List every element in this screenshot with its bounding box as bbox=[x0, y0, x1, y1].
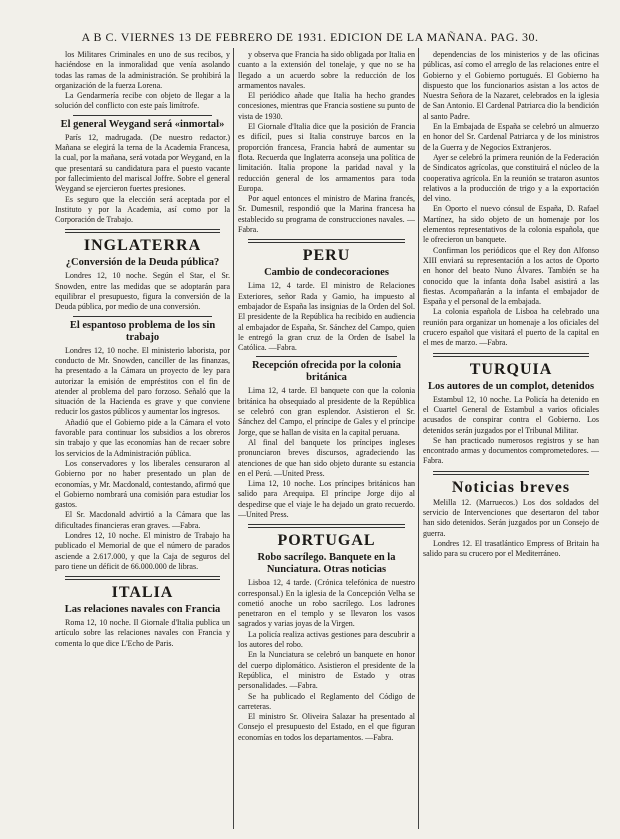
separator bbox=[248, 239, 405, 243]
page-header: A B C. VIERNES 13 DE FEBRERO DE 1931. EDICION DE LA MAÑANA. PAG. 30. bbox=[81, 30, 539, 44]
paragraph: Melilla 12. (Marruecos.) Los dos soldados del servicio de Intervenciones que desertaron del tabor han sido detenidos. Serán juzgados por un Consejo de guerra. bbox=[423, 497, 599, 538]
paragraph: Se han practicado numerosos registros y se han encontrado armas y documentos comprometedores. —Fabra. bbox=[423, 435, 599, 466]
paragraph: dependencias de los ministerios y de las oficinas públicas, así como el arreglo de las relaciones entre el Gobierno y el Gobierno portugués. El Gobierno ha dispuesto que los funcionarios asistan a los actos de Nuestra Señora de la Nazaret, celebrados en la iglesia de San Antonio. El Cardenal Patriarca dio la bendición al santo Padre. bbox=[423, 50, 599, 121]
paragraph: En la Embajada de España se celebró un almuerzo en honor del Sr. Cardenal Patriarca y de los ministros de la Guerra y de Negocios Extranjeros. bbox=[423, 122, 599, 152]
separator bbox=[248, 524, 405, 528]
separator bbox=[65, 576, 220, 580]
paragraph: Roma 12, 10 noche. Il Giornale d'Italia publica un artículo sobre las relaciones navales con Francia y comenta lo que dice L'Echo de Paris. bbox=[55, 618, 230, 648]
column-1 bbox=[55, 50, 230, 833]
paragraph: Confirman los periódicos que el Rey don Alfonso XIII enviará su representación a los actos de Oporto en honor del beato Nuno Álvares. También se ha conocido que la infanta doña Isabel asistirá a las fiestas. Acompañarán a la infanta el embajador de España y el personal de la embajada. bbox=[423, 245, 599, 307]
paragraph: Es seguro que la elección será aceptada por el Instituto y por la Academia, así como por la Corporación de Trabajo. bbox=[55, 194, 230, 225]
headline-recepcion: Recepción ofrecida por la colonia británica bbox=[252, 360, 401, 384]
headline-weygand: El general Weygand será «inmortal» bbox=[60, 118, 225, 130]
paragraph: Al final del banquete los príncipes ingleses pronunciaron breves discursos, agradeciendo las atenciones de que han sido objeto durante su estancia en el Perú. —United Press. bbox=[238, 437, 415, 478]
paragraph: El Giornale d'Italia dice que la posición de Francia es difícil, pues si Italia construye barcos en la proporción francesa, Francia habrá de aumentar su flota. Recuerda que Inglaterra aconseja una política de limitación. Italia propone la paridad naval y la reducción general de los armamentos para toda Europa. bbox=[238, 122, 415, 193]
column-3 bbox=[423, 50, 599, 833]
paragraph: En la Nunciatura se celebró un banquete en honor del cuerpo diplomático. Asistieron el presidente de la República, el ministro de Estado y otras personalidades. —Fabra. bbox=[238, 650, 415, 691]
headline-deuda: ¿Conversión de la Deuda pública? bbox=[65, 257, 220, 269]
separator bbox=[65, 229, 220, 233]
paragraph: En Oporto el nuevo cónsul de España, D. Rafael Martínez, ha sido objeto de un homenaje por los elementos representativos de la colonia española, que le ofrecieron un banquete. bbox=[423, 204, 599, 245]
paragraph: Añadió que el Gobierno pide a la Cámara el voto favorable para continuar los subsidios a los obreros sin trabajo y que las economías han de recaer sobre los servicios de la Administración pública. bbox=[55, 417, 230, 458]
column-divider bbox=[418, 48, 419, 829]
paragraph: Londres 12, 10 noche. El ministerio laborista, por conducto de Mr. Snowden, canciller de las finanzas, ha presentado a la Cámara un proyecto de ley para autorizar la emisión de empréstitos con el fin de atender al problema del paro forzoso. Señaló que la situación de la Hacienda es grave y que conviene reducir los gastos públicos y aumentar los ingresos. bbox=[55, 345, 230, 417]
separator bbox=[73, 115, 212, 116]
paragraph: El periódico añade que Italia ha hecho grandes concesiones, mientras que Francia sostiene su punto de vista de 1930. bbox=[238, 91, 415, 121]
paragraph: París 12, madrugada. (De nuestro redactor.) Mañana se elegirá la terna de la Academia Francesa, la cual, por la mañana, será votada por Weygand, en la que presentará su candidatura para el puesto vacante por fallecimiento del mariscal Joffre. Sobre el general Weygand se ejercieron fuertes presiones. bbox=[55, 132, 230, 194]
section-inglaterra: INGLATERRA bbox=[83, 237, 202, 255]
paragraph: Se ha publicado el Reglamento del Código de carreteras. bbox=[238, 691, 415, 711]
paragraph: Londres 12, 10 noche. Según el Star, el Sr. Snowden, entre las medidas que se adoptarán para equilibrar el presupuesto, figura la conversión de la Deuda pública, por medio de una conversión. bbox=[55, 271, 230, 312]
paragraph: Lima 12, 4 tarde. El banquete con que la colonia británica ha obsequiado al presidente de la República se celebró con gran esplendor. Asistieron el Sr. Sánchez del Campo, el príncipe de Gales y el príncipe Jorge, que se hallan de visita en la capital peruana. bbox=[238, 386, 415, 437]
section-turquia: TURQUIA bbox=[469, 360, 553, 378]
column-2 bbox=[238, 50, 415, 833]
headline-condecoraciones: Cambio de condecoraciones bbox=[264, 267, 389, 279]
separator bbox=[433, 471, 589, 475]
paragraph: Los conservadores y los liberales censuraron al Gobierno por no haber presentado un plan de economías, y Mr. Macdonald, contestando, afirmó que el Gobierno nombrará una comisión para estudiar los gastos. bbox=[55, 458, 230, 510]
paragraph: Londres 12. El trasatlántico Empress of Britain ha salido para su crucero por el Mediterráneo. bbox=[423, 538, 599, 559]
section-italia: ITALIA bbox=[111, 584, 174, 602]
headline-robo: Robo sacrílego. Banquete en la Nunciatura. Otras noticias bbox=[257, 552, 396, 576]
paragraph: Estambul 12, 10 noche. La Policía ha detenido en el Cuartel General de Estambul a varios oficiales acusados de conspirar contra el Gobierno. Los detenidos serán juzgados por el Tribunal Militar. bbox=[423, 394, 599, 435]
column-divider bbox=[233, 48, 234, 829]
paragraph: El Sr. Macdonald advirtió a la Cámara que las dificultades financieras eran graves. —Fabra. bbox=[55, 510, 230, 530]
section-portugal: PORTUGAL bbox=[277, 532, 376, 550]
paragraph: El ministro Sr. Oliveira Salazar ha presentado al Consejo el presupuesto del Estado, en el que figuran economías en todos los departamentos. —Fabra. bbox=[238, 712, 415, 742]
section-noticias-breves: Noticias breves bbox=[451, 478, 571, 496]
separator bbox=[256, 356, 397, 357]
headline-paro: El espantoso problema de los sin trabajo bbox=[69, 319, 216, 343]
headline-navales: Las relaciones navales con Francia bbox=[64, 604, 221, 616]
paragraph: Lima 12, 10 noche. Los príncipes británicos han salido para Arequipa. El príncipe Jorge dijo al despedirse que el viaje le ha dejado un grato recuerdo. —United Press. bbox=[238, 479, 415, 519]
paragraph: Lima 12, 4 tarde. El ministro de Relaciones Exteriores, señor Rada y Gamio, ha impuesto al embajador de España las insignias de la Orden del Sol. El presidente de la República ha recibido en audiencia al embajador de España, Sr. Sánchez del Campo, quien le entregó la gran cruz de la Orden de Isabel la Católica. —Fabra. bbox=[238, 281, 415, 353]
paragraph: Ayer se celebró la primera reunión de la Federación de Sindicatos agrícolas, que constituirá el núcleo de la cooperativa agrícola. En la reunión se trataron asuntos relativos a la producción de trigo y a la exportación del vino. bbox=[423, 152, 599, 204]
paragraph: Londres 12, 10 noche. El ministro de Trabajo ha publicado el Memorial de que el número de parados asciende a 2.617.000, y que la Caja de seguros del paro tiene un déficit de 66.000.000 de libras. bbox=[55, 530, 230, 571]
paragraph: La policía realiza activas gestiones para descubrir a los autores del robo. bbox=[238, 629, 415, 650]
paragraph: y observa que Francia ha sido obligada por Italia en cuanto a la extensión del tonelaje, y que no se ha llegado a un acuerdo sobre la reducción de los armamentos navales. bbox=[238, 50, 415, 90]
paragraph: La colonia española de Lisboa ha celebrado una reunión para organizar un homenaje a los oficiales del crucero español que visitará el puerto de la capital en el mes de marzo. —Fabra. bbox=[423, 307, 599, 348]
paragraph: La Gendarmería recibe con objeto de llegar a la solución del conflicto con este país limítrofe. bbox=[55, 91, 230, 111]
separator bbox=[73, 316, 212, 317]
paragraph: Por aquel entonces el ministro de Marina francés, Sr. Dumesnil, respondió que la Marina francesa ha establecido su programa de construcciones navales. —Fabra. bbox=[238, 194, 415, 235]
separator bbox=[433, 353, 589, 357]
paragraph: Lisboa 12, 4 tarde. (Crónica telefónica de nuestro corresponsal.) En la iglesia de la Concepción Velha se cometió anoche un robo sacrílego. Los ladrones penetraron en el templo y se llevaron los vasos sagrados y varias joyas de la Virgen. bbox=[238, 578, 415, 629]
headline-complot: Los autores de un complot, detenidos bbox=[427, 380, 595, 392]
paragraph: los Militares Criminales en uno de sus recibos, y haciéndose en la inmoralidad que venía asolando todas las ramas de la administración. Se prohibirá la organización de la fuerza Lorena. bbox=[55, 50, 230, 90]
section-peru: PERU bbox=[302, 247, 351, 265]
